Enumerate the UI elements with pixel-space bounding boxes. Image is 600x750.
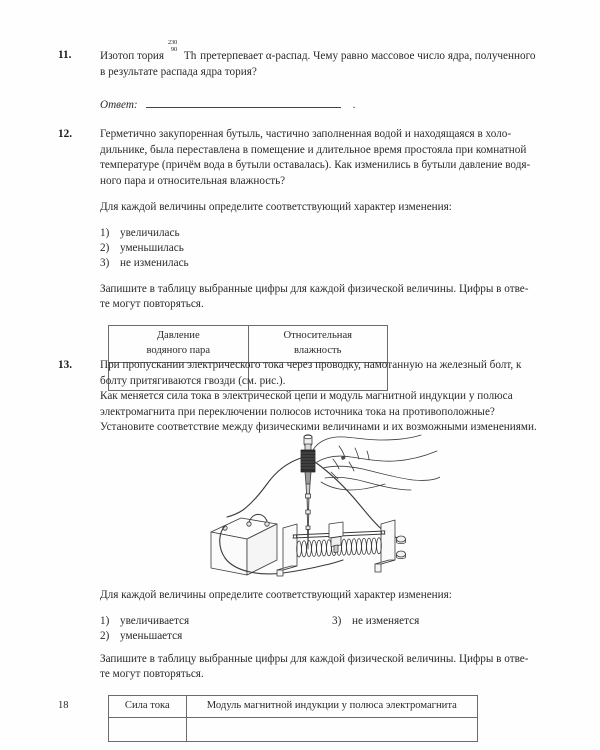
header-line-2: водяного пара	[146, 344, 211, 356]
option-number: 3)	[332, 614, 342, 627]
header-line-2: влажность	[293, 344, 342, 356]
table-answer-cell-current[interactable]	[109, 717, 187, 741]
question-12-line-4: ного пара и относительная влажность?	[100, 174, 286, 187]
isotope-thorium-230	[167, 39, 197, 65]
question-11-line-1	[100, 39, 558, 65]
wire-left-to-battery	[227, 458, 301, 517]
option-item[interactable]	[100, 614, 558, 629]
table-header-row	[109, 695, 478, 717]
question-12-body	[100, 127, 558, 391]
question-11-text-part2: претерпевает α-распад. Чему равно массовое число ядра, полученного	[200, 50, 536, 62]
question-11-text-part1: Изотоп тория	[100, 50, 165, 62]
hand-illustration	[313, 435, 440, 490]
answer-label: Ответ:	[100, 99, 138, 111]
question-13-line-3: Как меняется сила тока в электрической цепи и модуль магнитной индукции у полюса	[100, 390, 513, 402]
question-13-answer-table	[108, 695, 478, 742]
question-12-line-2: дильнике, была переставлена в помещение и длительное время простояла при комнатной	[100, 143, 527, 156]
option-label: увеличивается	[120, 614, 190, 627]
option-item[interactable]	[332, 614, 419, 629]
question-13	[58, 358, 558, 436]
answer-punctuation: .	[352, 99, 356, 111]
experiment-diagram-svg	[205, 432, 440, 584]
question-12-table-instruction-line-1: Запишите в таблицу выбранные цифры для каждой физической величины. Цифры в отве-	[100, 282, 529, 295]
isotope-atomic-number: 90	[170, 46, 178, 53]
question-12-table-instruction-line-2: те могут повторяться.	[100, 298, 204, 310]
question-12-line-3: температуре (причём вода в бутыли оставалась). Как изменились в бутыли давление водя-	[100, 159, 531, 171]
question-11-body	[100, 39, 558, 114]
table-header-cell-pressure	[109, 325, 249, 362]
option-label: не изменяется	[352, 614, 420, 627]
option-label: не изменилась	[120, 256, 189, 269]
question-11	[58, 39, 558, 114]
table-header-row	[109, 325, 388, 362]
isotope-mass-number: 230	[167, 39, 178, 46]
question-13-line-4: электромагнита при переключении полюсов источника тока на противоположные?	[100, 405, 495, 418]
question-12-options	[100, 226, 558, 271]
table-header-cell-humidity	[248, 325, 388, 362]
isotope-symbol: Th	[183, 50, 197, 62]
question-13-line-1: При пропускании электрического тока через проводку, намотанную на железный болт, к	[100, 359, 522, 371]
option-number: 2)	[100, 629, 110, 642]
question-13-table-instruction-line-1: Запишите в таблицу выбранные цифры для каждой физической величины. Цифры в отве-	[100, 652, 529, 665]
question-13-table-instruction-line-2: те могут повторяться.	[100, 668, 204, 680]
answer-input-blank[interactable]	[146, 96, 341, 108]
table-header-cell-current: Сила тока	[109, 695, 187, 717]
question-12-line-1: Герметично закупоренная бутыль, частично заполненная водой и находящаяся в холо-	[100, 128, 512, 140]
question-11-line-2: в результате распада ядра тория?	[100, 65, 257, 78]
option-item[interactable]	[100, 256, 558, 271]
question-13-instruction: Для каждой величины определите соответствующий характер изменения:	[100, 589, 452, 601]
question-13-line-2: болту притягиваются гвозди (см. рис.).	[100, 374, 286, 387]
question-13-body	[100, 358, 558, 436]
electromagnet-experiment-figure	[205, 432, 440, 584]
option-number: 1)	[100, 614, 110, 627]
option-number: 3)	[100, 256, 110, 269]
question-12-instruction: Для каждой величины определите соответствующий характер изменения:	[100, 201, 452, 213]
question-13-lower	[58, 588, 558, 742]
rheostat-sliding-resistor	[277, 520, 406, 576]
table-row	[109, 717, 478, 741]
question-12	[58, 127, 558, 391]
option-label: уменьшается	[120, 629, 183, 642]
option-label: уменьшилась	[120, 241, 184, 254]
option-label: увеличилась	[120, 226, 180, 239]
question-13-lower-body	[100, 588, 558, 742]
table-header-cell-induction: Модуль магнитной индукции у полюса электромагнита	[186, 695, 477, 717]
question-13-number: 13.	[58, 359, 72, 371]
rheostat-terminals	[397, 536, 406, 559]
question-13-line-5: Установите соответствие между физическими величинами и их возможными изменениями.	[100, 421, 537, 433]
option-item[interactable]	[100, 629, 558, 644]
page-number: 18	[58, 700, 69, 711]
bolt-with-coil-winding	[301, 435, 315, 494]
question-12-number: 12.	[58, 128, 72, 140]
header-line-1: Давление	[156, 330, 200, 341]
question-13-options	[100, 614, 558, 644]
option-item[interactable]	[100, 241, 558, 256]
option-number: 2)	[100, 241, 110, 254]
question-11-number: 11.	[58, 49, 72, 61]
question-11-answer-row	[100, 96, 558, 114]
option-item[interactable]	[100, 226, 558, 241]
table-answer-cell-induction[interactable]	[186, 717, 477, 741]
header-line-1: Относительная	[283, 330, 353, 341]
isotope-numbers	[167, 39, 184, 59]
option-number: 1)	[100, 226, 110, 239]
